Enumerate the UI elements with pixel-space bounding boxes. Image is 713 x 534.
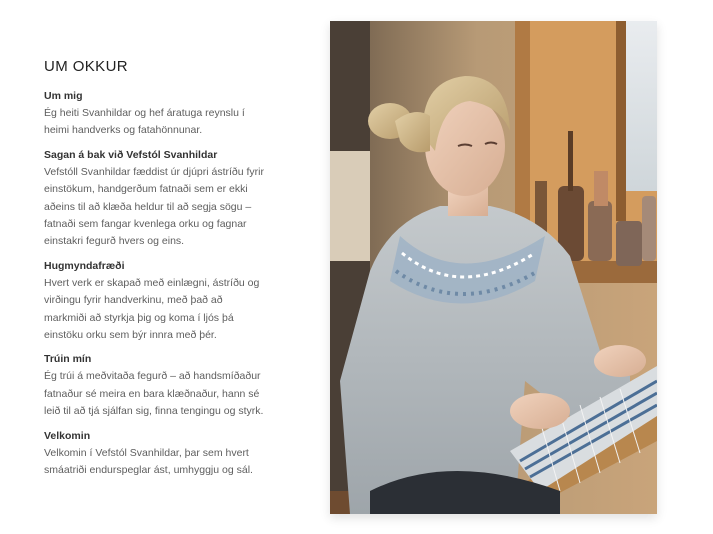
page-title: UM OKKUR — [44, 58, 129, 75]
weaver-photo-illustration — [330, 21, 657, 514]
section-heading: Sagan á bak við Vefstól Svanhildar — [44, 148, 218, 161]
section-body: Ég trúi á meðvitaða fegurð – að handsmíðaður fatnaður sé meira en bara klæðnaður, hann sé leið til að tjá sjálfan sig, finna tengingu og styrk. — [44, 370, 264, 418]
section-heading: Velkomin — [44, 429, 91, 442]
section-heading: Hugmyndafræði — [44, 259, 125, 272]
section-um-mig — [44, 89, 306, 140]
section-hugmyndafraedi — [44, 259, 306, 345]
section-body: Ég heiti Svanhildar og hef áratuga reynslu í heimi handverks og fatahönnunar. — [44, 107, 245, 137]
about-text-column — [44, 58, 306, 488]
section-heading: Um mig — [44, 90, 83, 102]
section-body: Velkomin í Vefstól Svanhildar, þar sem hvert smáatriði endurspeglar ást, umhyggju og sál. — [44, 446, 253, 477]
section-body: Hvert verk er skapað með einlægni, ástríðu og virðingu fyrir handverkinu, með það að markmiði að styrkja þig og koma í ljós þá einstöku orku sem býr innra með þér. — [44, 276, 260, 342]
section-body: Vefstóll Svanhildar fæddist úr djúpri ástríðu fyrir einstökum, handgerðum fatnaði sem er ekki aðeins til að klæða heldur til að segja sögu – fatnaði sem fangar kvenlega orku og fagnar einstakri fegurð hvers og eins. — [44, 165, 265, 248]
weaver-photo — [330, 21, 657, 514]
section-sagan — [44, 148, 306, 251]
section-truin-min — [44, 352, 306, 420]
section-velkomin — [44, 429, 306, 480]
section-heading: Trúin mín — [44, 353, 92, 366]
